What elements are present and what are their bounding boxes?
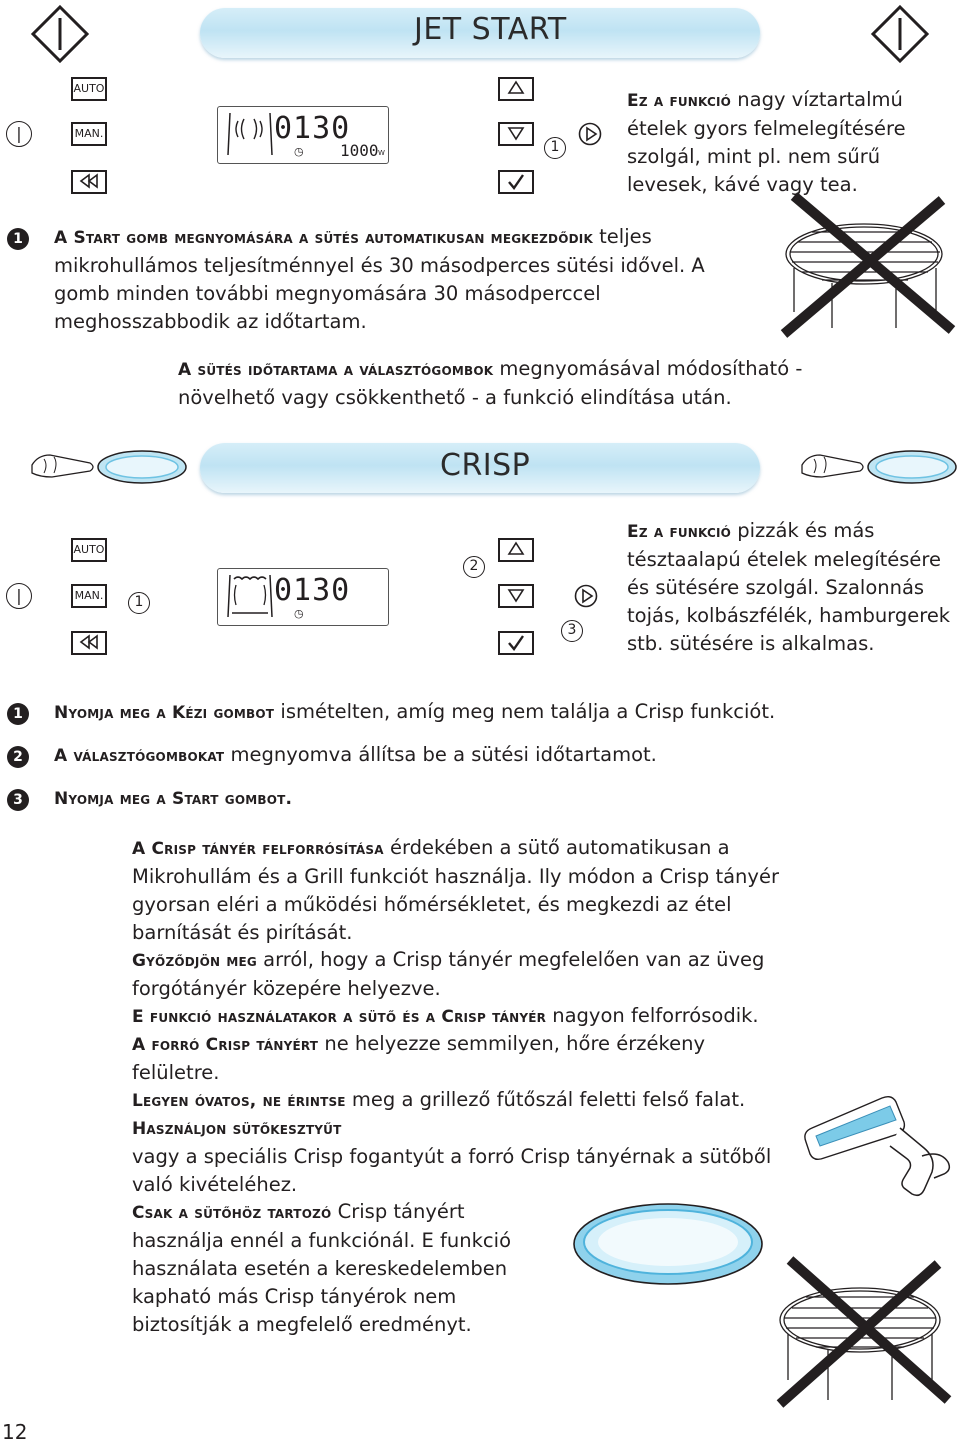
- note-text: arról, hogy a Crisp tányér megfelelően van az üveg forgótányér közepére helyezve.: [132, 948, 765, 1000]
- step-number: 1: [7, 228, 29, 250]
- crisp-note-1: [132, 834, 792, 947]
- start-button[interactable]: [574, 584, 598, 608]
- jet-start-step-1: [54, 223, 759, 336]
- timer-icon: ◷: [294, 145, 304, 158]
- note-text: megnyomásával módosítható - növelhető vagy csökkenthető - a funkció elindítása után.: [178, 357, 803, 409]
- start-diamond-icon: [870, 4, 930, 64]
- note-lead: A forró Crisp tányért: [132, 1035, 319, 1055]
- start-button[interactable]: [578, 122, 602, 146]
- rewind-icon: [78, 173, 100, 189]
- description-lead: Ez a funkció: [627, 522, 732, 542]
- confirm-button[interactable]: [498, 631, 534, 655]
- rack-crossed-icon: [766, 1250, 956, 1410]
- description-text: nagy víztartalmú ételek gyors felmelegítésére szolgál, mint pl. nem sűrű levesek, kávé vagy tea.: [627, 88, 906, 196]
- step-lead: Nyomja meg a Kézi gombot: [54, 703, 275, 723]
- note-lead: A sütés időtartama a választógombok: [178, 360, 494, 380]
- timer-icon: ◷: [294, 607, 304, 620]
- down-button[interactable]: [498, 122, 534, 146]
- note-lead: E funkció használatakor a sütő és a Crisp tányér: [132, 1007, 547, 1027]
- step-text: megnyomva állítsa be a sütési időtartamot.: [224, 743, 657, 766]
- note-lead: Legyen óvatos, ne érintse: [132, 1091, 346, 1111]
- up-arrow-icon: [506, 541, 526, 557]
- display-time: 0130: [274, 573, 351, 608]
- back-button[interactable]: [71, 170, 107, 194]
- display-power-unit: W: [378, 149, 385, 157]
- note-lead: Használjon sütőkesztyűt: [132, 1119, 342, 1139]
- power-circle-icon: |: [6, 121, 32, 147]
- step-marker: 3: [561, 620, 583, 642]
- crisp-description: [627, 517, 957, 658]
- start-diamond-icon: [30, 4, 90, 64]
- crisp-step-2: [54, 741, 934, 770]
- step-lead: A választógombokat: [54, 746, 225, 766]
- step-number: 2: [7, 746, 29, 768]
- crisp-mode-icon: [224, 573, 274, 619]
- step-lead: A Start gomb megnyomására a sütés automatikusan megkezdődik: [54, 228, 593, 248]
- note-text: érdekében a sütő automatikusan a Mikrohullám és a Grill funkciót használja. Ily módon a Crisp tányér gyorsan eléri a működési hőmérsékletet, és megkezdi az étel barnítását és pirítását.: [132, 836, 779, 944]
- checkmark-icon: [506, 173, 526, 191]
- jet-start-note: [178, 355, 838, 412]
- note-text: vagy a speciális Crisp fogantyút a forró Crisp tányérnak a sütőből való kivételéhez.: [132, 1145, 772, 1196]
- confirm-button[interactable]: [498, 170, 534, 194]
- step-number: 1: [7, 703, 29, 725]
- up-arrow-icon: [506, 80, 526, 96]
- note-text: Crisp tányért használja ennél a funkciónál. E funkció használata esetén a kereskedelemben kapható más Crisp tányérok nem biztosítják a megfelelő eredményt.: [132, 1200, 512, 1336]
- crisp-plate-icon: [30, 437, 190, 497]
- rack-crossed-icon: [772, 188, 960, 338]
- display-time: 0130: [274, 111, 351, 146]
- crisp-note-6: [132, 1114, 782, 1199]
- auto-button[interactable]: AUTO: [71, 538, 107, 562]
- note-lead: Csak a sütőhöz tartozó: [132, 1203, 332, 1223]
- step-marker: 2: [463, 556, 485, 578]
- crisp-note-3: [132, 1002, 812, 1031]
- crisp-plate-icon: [570, 1200, 766, 1292]
- note-lead: Győződjön meg: [132, 951, 257, 971]
- section-title: CRISP: [440, 448, 531, 483]
- description-lead: Ez a funkció: [627, 91, 732, 111]
- crisp-step-1: [54, 698, 934, 727]
- crisp-step-3: [54, 784, 934, 813]
- oven-display: [217, 568, 389, 626]
- jet-start-description: [627, 86, 957, 199]
- crisp-note-7: [132, 1198, 560, 1339]
- down-arrow-icon: [506, 125, 526, 141]
- power-circle-icon: |: [6, 583, 32, 609]
- step-marker: 1: [128, 592, 150, 614]
- section-title: JET START: [414, 12, 567, 47]
- crisp-note-4: [132, 1030, 792, 1087]
- note-text: nagyon felforrósodik.: [546, 1004, 759, 1027]
- crisp-handle-icon: [800, 1092, 960, 1208]
- down-button[interactable]: [498, 584, 534, 608]
- step-marker: 1: [544, 137, 566, 159]
- step-lead: Nyomja meg a Start gombot.: [54, 789, 293, 809]
- display-power: 1000: [340, 141, 379, 160]
- oven-display: [217, 106, 389, 164]
- down-arrow-icon: [506, 587, 526, 603]
- note-lead: A Crisp tányér felforrósítása: [132, 839, 384, 859]
- checkmark-icon: [506, 634, 526, 652]
- note-text: ne helyezze semmilyen, hőre érzékeny felületre.: [132, 1032, 705, 1084]
- microwave-wave-icon: [224, 111, 274, 157]
- step-text: teljes mikrohullámos teljesítménnyel és 30 másodperces sütési idővel. A gomb minden további megnyomására 30 másodperccel meghosszabbodik az időtartam.: [54, 225, 705, 333]
- up-button[interactable]: [498, 77, 534, 101]
- step-number: 3: [7, 789, 29, 811]
- crisp-note-2: [132, 946, 792, 1003]
- back-button[interactable]: [71, 631, 107, 655]
- page-number: 12: [2, 1420, 28, 1444]
- manual-button[interactable]: MAN.: [71, 122, 107, 146]
- rewind-icon: [78, 634, 100, 650]
- auto-button[interactable]: AUTO: [71, 77, 107, 101]
- up-button[interactable]: [498, 538, 534, 562]
- note-text: meg a grillező fűtőszál feletti felső falat.: [345, 1088, 746, 1111]
- step-text: ismételten, amíg meg nem találja a Crisp funkciót.: [274, 700, 776, 723]
- crisp-note-5: [132, 1086, 792, 1115]
- crisp-plate-icon: [800, 437, 960, 497]
- description-text: pizzák és más tésztaalapú ételek melegítésére és sütésére szolgál. Szalonnás tojás, kolbászfélék, hamburgerek stb. sütésére is alkalmas.: [627, 519, 951, 655]
- manual-button[interactable]: MAN.: [71, 584, 107, 608]
